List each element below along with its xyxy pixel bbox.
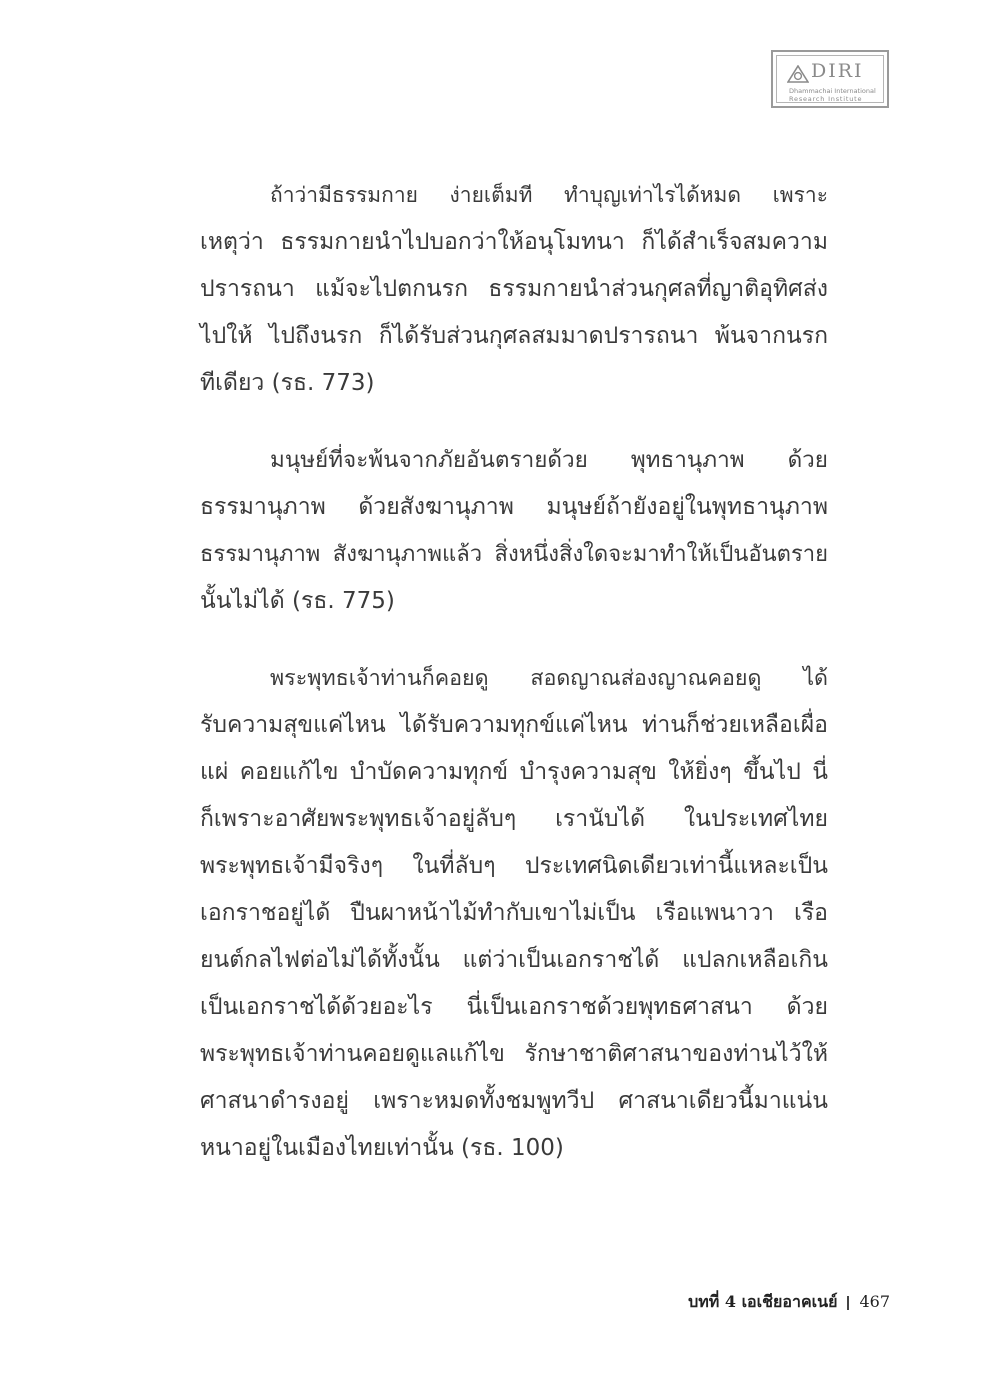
logo-subtitle-1: Dhammachai International (789, 87, 876, 95)
text-line: มนุษย์ที่จะพ้นจากภัยอันตรายด้วย พุทธานุภาพ ด้วย (270, 447, 828, 473)
logo-subtitle-2: Research Institute (789, 95, 863, 103)
text-line: ธรรมานุภาพ สังฆานุภาพแล้ว สิ่งหนึ่งสิ่งใดจะมาทำให้เป็นอันตราย (200, 542, 828, 567)
text-line: เป็นเอกราชได้ด้วยอะไร นี่เป็นเอกราชด้วยพุทธศาสนา ด้วย (200, 994, 828, 1020)
text-line: เหตุว่า ธรรมกายนำไปบอกว่าให้อนุโมทนา ก็ได้สำเร็จสมความ (200, 229, 828, 255)
text-line: ธรรมานุภาพ ด้วยสังฆานุภาพ มนุษย์ถ้ายังอยู่ในพุทธานุภาพ (200, 494, 828, 520)
footer-divider (847, 1296, 849, 1310)
chapter-title: บทที่ 4 เอเชียอาคเนย์ (688, 1292, 838, 1311)
page-body (200, 172, 828, 1202)
text-line: เอกราชอยู่ได้ ปืนผาหน้าไม้ทำกับเขาไม่เป็น เรือแพนาวา เรือ (200, 900, 828, 926)
paragraph-1 (200, 172, 828, 407)
paragraph-2 (200, 437, 828, 625)
text-line: นั้นไม่ได้ (รธ. 775) (200, 588, 395, 614)
text-line: ปรารถนา แม้จะไปตกนรก ธรรมกายนำส่วนกุศลที่ญาติอุทิศส่ง (200, 276, 828, 302)
dhammachai-emblem-icon (787, 65, 809, 83)
text-line: หนาอยู่ในเมืองไทยเท่านั้น (รธ. 100) (200, 1135, 564, 1161)
paragraph-3 (200, 655, 828, 1172)
text-line: ทีเดียว (รธ. 773) (200, 370, 375, 396)
logo-title: DIRI (811, 60, 864, 82)
text-line: แผ่ คอยแก้ไข บำบัดความทุกข์ บำรุงความสุข ให้ยิ่งๆ ขึ้นไป นี่ (200, 759, 828, 785)
text-line: ถ้าว่ามีธรรมกาย ง่ายเต็มที ทำบุญเท่าไรได้หมด เพราะ (270, 183, 828, 207)
text-line: พระพุทธเจ้าท่านก็คอยดู สอดญาณส่องญาณคอยดู ได้ (270, 666, 828, 691)
page-footer (688, 1290, 890, 1315)
text-line: ยนต์กลไฟต่อไม่ได้ทั้งนั้น แต่ว่าเป็นเอกราชได้ แปลกเหลือเกิน (200, 947, 828, 973)
text-line: พระพุทธเจ้าท่านคอยดูแลแก้ไข รักษาชาติศาสนาของท่านไว้ให้ (200, 1041, 828, 1067)
text-line: พระพุทธเจ้ามีจริงๆ ในที่ลับๆ ประเทศนิดเดียวเท่านี้แหละเป็น (200, 853, 828, 879)
page-number: 467 (859, 1292, 890, 1311)
text-line: ก็เพราะอาศัยพระพุทธเจ้าอยู่ลับๆ เรานับได้ ในประเทศไทย (200, 806, 828, 832)
text-line: ไปให้ ไปถึงนรก ก็ได้รับส่วนกุศลสมมาดปรารถนา พ้นจากนรก (200, 323, 828, 349)
text-line: รับความสุขแค่ไหน ได้รับความทุกข์แค่ไหน ท่านก็ช่วยเหลือเผื่อ (200, 712, 828, 738)
diri-logo (771, 50, 889, 108)
text-line: ศาสนาดำรงอยู่ เพราะหมดทั้งชมพูทวีป ศาสนาเดียวนี้มาแน่น (200, 1088, 828, 1114)
